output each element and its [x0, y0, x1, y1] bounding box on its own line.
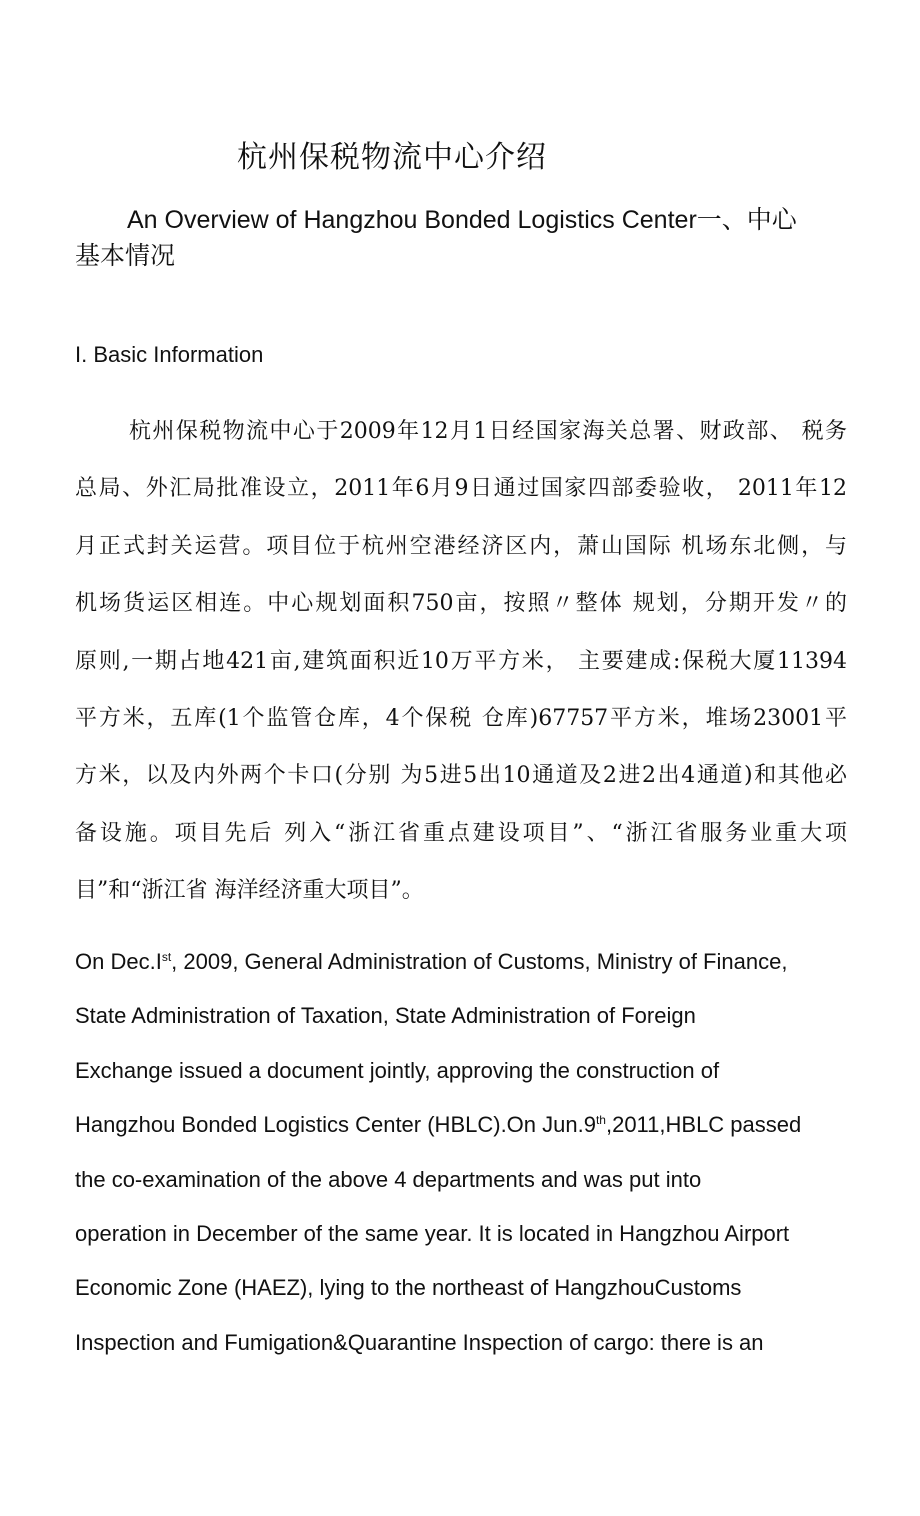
paragraph-line: Economic Zone (HAEZ), lying to the northeast of HangzhouCustoms: [75, 1275, 742, 1300]
paragraph-line: 总局、外汇局批准设立，2011年6月9日通过国家四部委验收， 2011年12: [75, 476, 847, 501]
paragraph-line: State Administration of Taxation, State Administration of Foreign: [75, 1003, 696, 1028]
document-title: 杭州保税物流中心介绍: [237, 141, 547, 174]
paragraph-line: 杭州保税物流中心于2009年12月1日经国家海关总署、财政部、 税务: [129, 419, 847, 444]
superscript: st: [161, 950, 172, 964]
paragraph-line: [75, 1114, 847, 1136]
text: On Dec.I: [75, 949, 162, 974]
paragraph-line: Exchange issued a document jointly, approving the construction of: [75, 1058, 720, 1083]
text: Hangzhou Bonded Logistics Center (HBLC).On Jun.9: [75, 1112, 596, 1137]
document-subtitle: An Overview of Hangzhou Bonded Logistics Center一、中心: [127, 206, 797, 234]
paragraph-line: operation in December of the same year. It is located in Hangzhou Airport: [75, 1221, 790, 1246]
paragraph-line: 方米，以及内外两个卡口(分别 为5进5出10通道及2进2出4通道)和其他必: [75, 763, 847, 788]
paragraph-line: 原则,一期占地421亩,建筑面积近10万平方米， 主要建成:保税大厦11394: [75, 649, 847, 674]
paragraph-line: 平方米，五库(1个监管仓库，4个保税 仓库)67757平方米，堆场23001平: [75, 706, 847, 731]
text: ,2011,HBLC passed: [605, 1112, 802, 1137]
paragraph-line: 备设施。项目先后 列入“浙江省重点建设项目”、“浙江省服务业重大项: [75, 821, 847, 846]
paragraph-line: [75, 951, 847, 973]
paragraph-line: Inspection and Fumigation&Quarantine Inspection of cargo: there is an: [75, 1330, 764, 1355]
paragraph-line: 目”和“浙江省 海洋经济重大项目”。: [75, 878, 424, 903]
paragraph-line: 月正式封关运营。项目位于杭州空港经济区内，萧山国际 机场东北侧，与: [75, 534, 847, 559]
superscript: th: [595, 1113, 606, 1127]
section-heading: I. Basic Information: [75, 342, 264, 367]
paragraph-line: 机场货运区相连。中心规划面积750亩，按照〃整体 规划，分期开发〃的: [75, 591, 847, 616]
paragraph-line: the co-examination of the above 4 departments and was put into: [75, 1167, 702, 1192]
text: , 2009, General Administration of Customs, Ministry of Finance,: [171, 949, 788, 974]
document-subtitle-continued: 基本情况: [75, 242, 176, 270]
